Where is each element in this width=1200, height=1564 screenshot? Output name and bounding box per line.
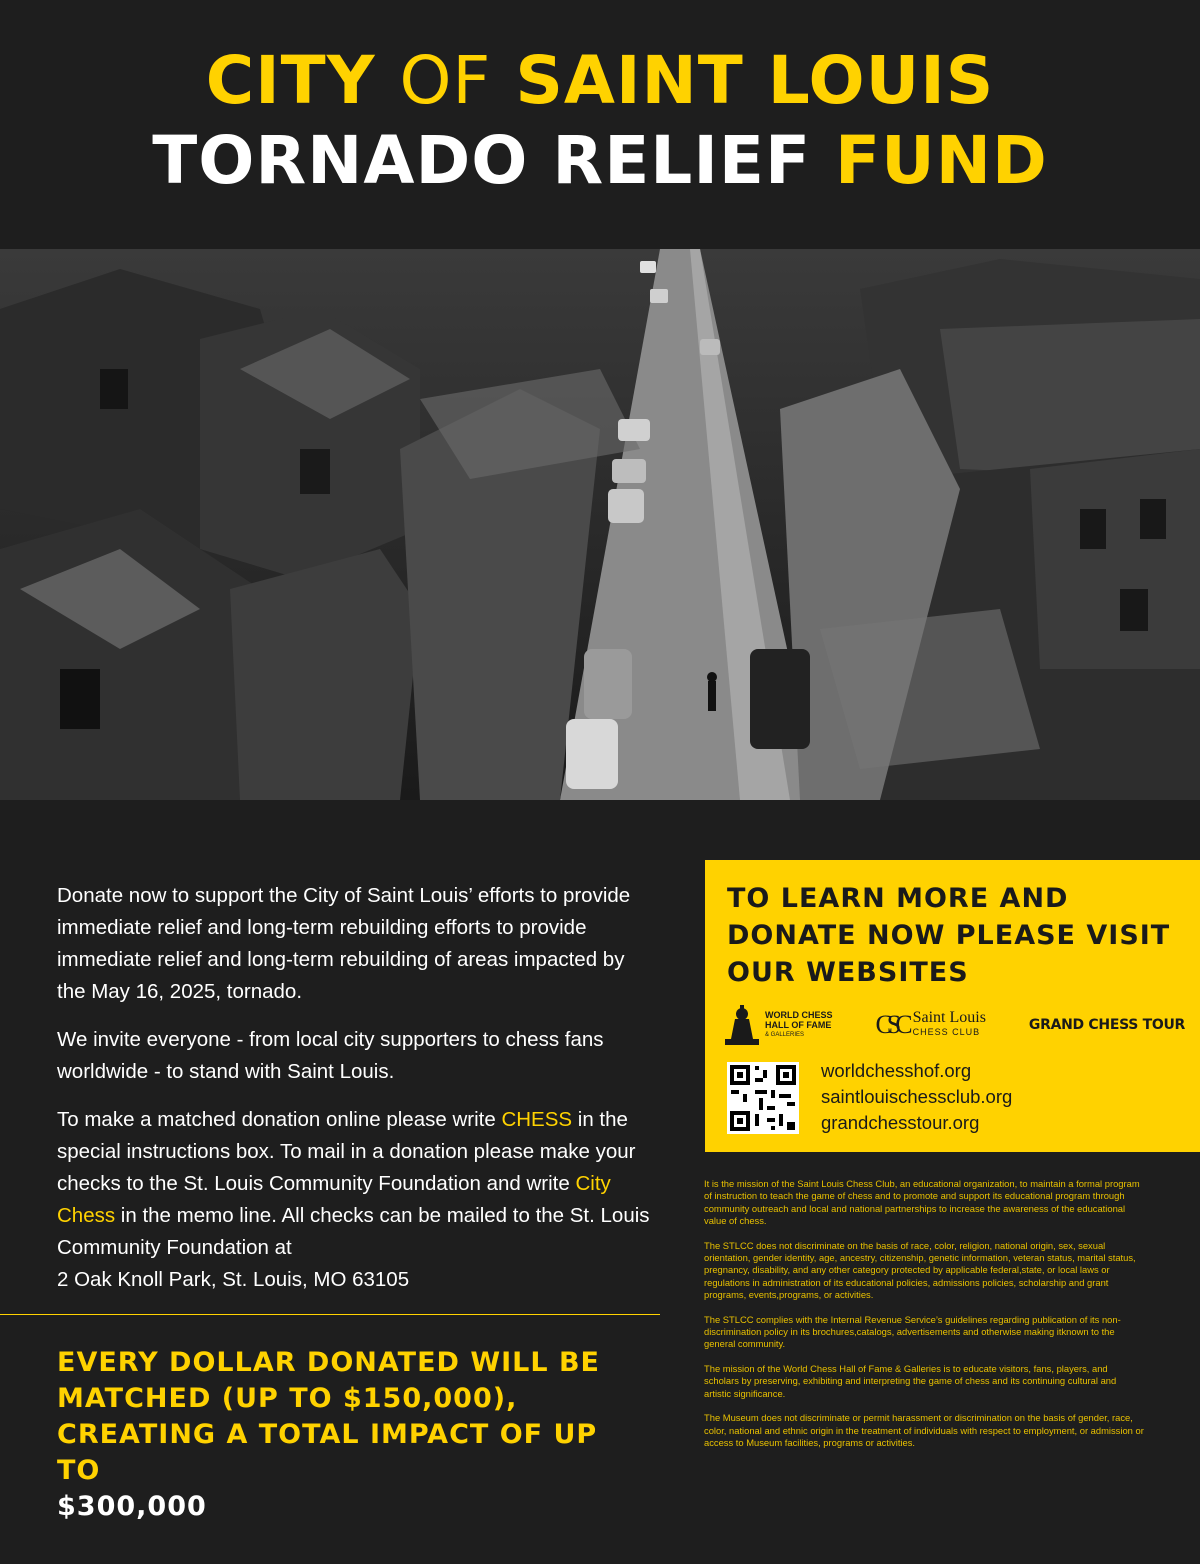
link-grandchesstour[interactable]: grandchesstour.org [821,1112,980,1133]
title-line-1 [0,42,1200,119]
qr-code-icon[interactable] [727,1062,799,1134]
mailing-address: 2 Oak Knoll Park, St. Louis, MO 63105 [57,1268,410,1291]
link-saintlouischessclub[interactable]: saintlouischessclub.org [821,1086,1013,1107]
body-paragraph-3 [57,1104,657,1296]
p3-text-c: in the memo line. All checks can be mailed to the St. Louis Community Foundation at [57,1204,650,1259]
section-divider [0,1314,660,1315]
logo1-line-3: & GALLERIES [765,1032,805,1038]
link-worldchesshof[interactable]: worldchesshof.org [821,1060,972,1081]
p3-text-b: in the special instructions box. To mail in a donation please make your checks to the St. Louis Community Foundation and write [57,1108,636,1195]
title-line-2 [0,122,1200,199]
page-title [0,42,1200,199]
matching-statement [57,1345,617,1525]
title-word-of: OF [399,42,492,119]
saint-louis-chess-club-logo [875,1010,986,1040]
title-word-city: CITY [205,42,376,119]
world-chess-hall-of-fame-logo [725,1005,833,1045]
total-impact-amount: $300,000 [57,1491,207,1522]
title-word-tornado-relief: TORNADO RELIEF [152,122,812,199]
logo2-line-1: Saint Louis [912,1009,986,1026]
fine-print-paragraph: The STLCC does not discriminate on the basis of race, color, religion, national origin, sex, sexual orientation, gender identity, age, ancestry, citizenship, genetic information, veteran status, marital status, pregnancy, disability, and any other category protected by applicable federal,state, or local laws or regulations in administration of its educational policies, admissions policies, scholarship and grant programs, events,programs, or activities. [704,1239,1136,1301]
body-paragraph-1: Donate now to support the City of Saint Louis’ efforts to provide immediate relief and long-term rebuilding efforts to provide immediate relief and long-term rebuilding of areas impacted by the May 16, 2025, tornado. [57,884,631,1003]
fine-print-paragraph: The mission of the World Chess Hall of Fame & Galleries is to educate visitors, fans, players, and scholars by preserving, exhibiting and interpreting the game of chess and its continuing cultural and artistic significance. [704,1362,1117,1399]
body-paragraph-2: We invite everyone - from local city supporters to chess fans worldwide - to stand with Saint Louis. [57,1028,604,1083]
fine-print-paragraph: It is the mission of the Saint Louis Chess Club, an educational organization, to maintain a formal program of instruction to teach the game of chess and to promote and support its educational program through community outreach and local and national partnerships to increase the awareness of the educational value of chess. [704,1178,1140,1227]
logo1-line-1: WORLD CHESS [765,1010,833,1020]
logo2-line-2: CHESS CLUB [912,1027,981,1037]
fine-print-paragraph: The Museum does not discriminate or permit harassment or discrimination on the basis of gender, race, color, national and ethnic origin in the treatment of individuals with respect to employment, or admission or access to Museum facilities, programs or activities. [704,1412,1144,1448]
callout-title: TO LEARN MORE AND DONATE NOW PLEASE VISIT OUR WEBSITES [727,883,1171,988]
logo1-line-2: HALL OF FAME [765,1020,832,1030]
website-links [821,1058,1012,1136]
highlight-chess: CHESS [501,1108,573,1131]
aerial-tornado-damage-photo [0,249,1200,800]
body-copy [57,880,657,1312]
stlcc-monogram: CSC [875,1010,907,1039]
title-word-fund: FUND [835,122,1048,199]
fine-print [704,1178,1144,1461]
chess-king-icon [725,1005,759,1045]
donate-callout-box [705,860,1200,1152]
sponsor-logos [725,1000,1185,1050]
highlight-city-chess: City Chess [57,1172,611,1227]
title-word-saint-louis: SAINT LOUIS [515,42,995,119]
matching-text: EVERY DOLLAR DONATED WILL BE MATCHED (UP TO $150,000), CREATING A TOTAL IMPACT OF UP TO [57,1347,601,1486]
fine-print-paragraph: The STLCC complies with the Internal Revenue Service’s guidelines regarding publication of its non-discrimination policy in its brochures,catalogs, advertisements and otherwise making itknown to the general community. [704,1313,1121,1350]
grand-chess-tour-logo: GRAND CHESS TOUR [1028,1017,1185,1033]
p3-text-a: To make a matched donation online please write [57,1108,502,1131]
photo-illustration [0,249,1200,800]
